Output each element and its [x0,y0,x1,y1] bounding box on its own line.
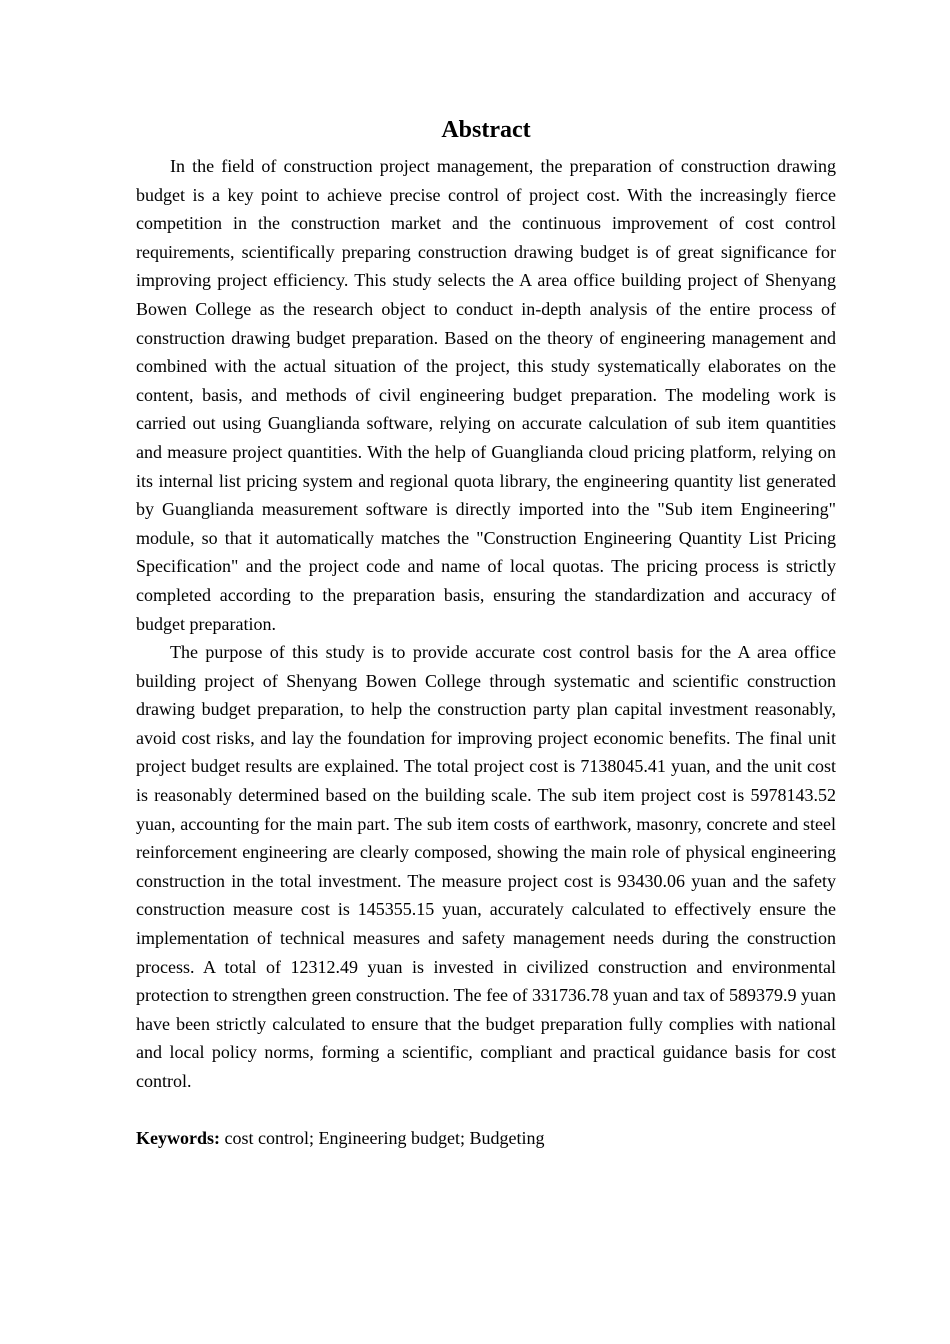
abstract-page [136,112,836,1152]
keywords-label: Keywords: [136,1127,220,1148]
abstract-title: Abstract [441,117,531,143]
abstract-paragraph-1: In the field of construction project management, the preparation of construction drawing budget is a key point to achieve precise control of project cost. With the increasingly fierce competition in the construction market and the continuous improvement of cost control requirements, scientifically preparing construction drawing budget is of great significance for improving project efficiency. This study selects the A area office building project of Shenyang Bowen College as the research object to conduct in-depth analysis of the entire process of construction drawing budget preparation. Based on the theory of engineering management and combined with the actual situation of the project, this study systematically elaborates on the content, basis, and methods of civil engineering budget preparation. The modeling work is carried out using Guanglianda software, relying on accurate calculation of sub item quantities and measure project quantities. With the help of Guanglianda cloud pricing platform, relying on its internal list pricing system and regional quota library, the engineering quantity list generated by Guanglianda measurement software is directly imported into the "Sub item Engineering" module, so that it automatically matches the "Construction Engineering Quantity List Pricing Specification" and the project code and name of local quotas. The pricing process is strictly completed according to the preparation basis, ensuring the standardization and accuracy of budget preparation. [136,156,836,634]
abstract-paragraph-2: The purpose of this study is to provide accurate cost control basis for the A area office building project of Shenyang Bowen College through systematic and scientific construction drawing budget preparation, to help the construction party plan capital investment reasonably, avoid cost risks, and lay the foundation for improving project economic benefits. The final unit project budget results are explained. The total project cost is 7138045.41 yuan, and the unit cost is reasonably determined based on the building scale. The sub item project cost is 5978143.52 yuan, accounting for the main part. The sub item costs of earthwork, masonry, concrete and steel reinforcement engineering are clearly composed, showing the main role of physical engineering construction in the total investment. The measure project cost is 93430.06 yuan and the safety construction measure cost is 145355.15 yuan, accurately calculated to effectively ensure the implementation of technical measures and safety management needs during the construction process. A total of 12312.49 yuan is invested in civilized construction and environmental protection to strengthen green construction. The fee of 331736.78 yuan and tax of 589379.9 yuan have been strictly calculated to ensure that the budget preparation fully complies with national and local policy norms, forming a scientific, compliant and practical guidance basis for cost control. [136,642,836,1091]
keywords-line [136,1124,836,1153]
keywords-text: cost control; Engineering budget; Budgeting [224,1127,545,1148]
